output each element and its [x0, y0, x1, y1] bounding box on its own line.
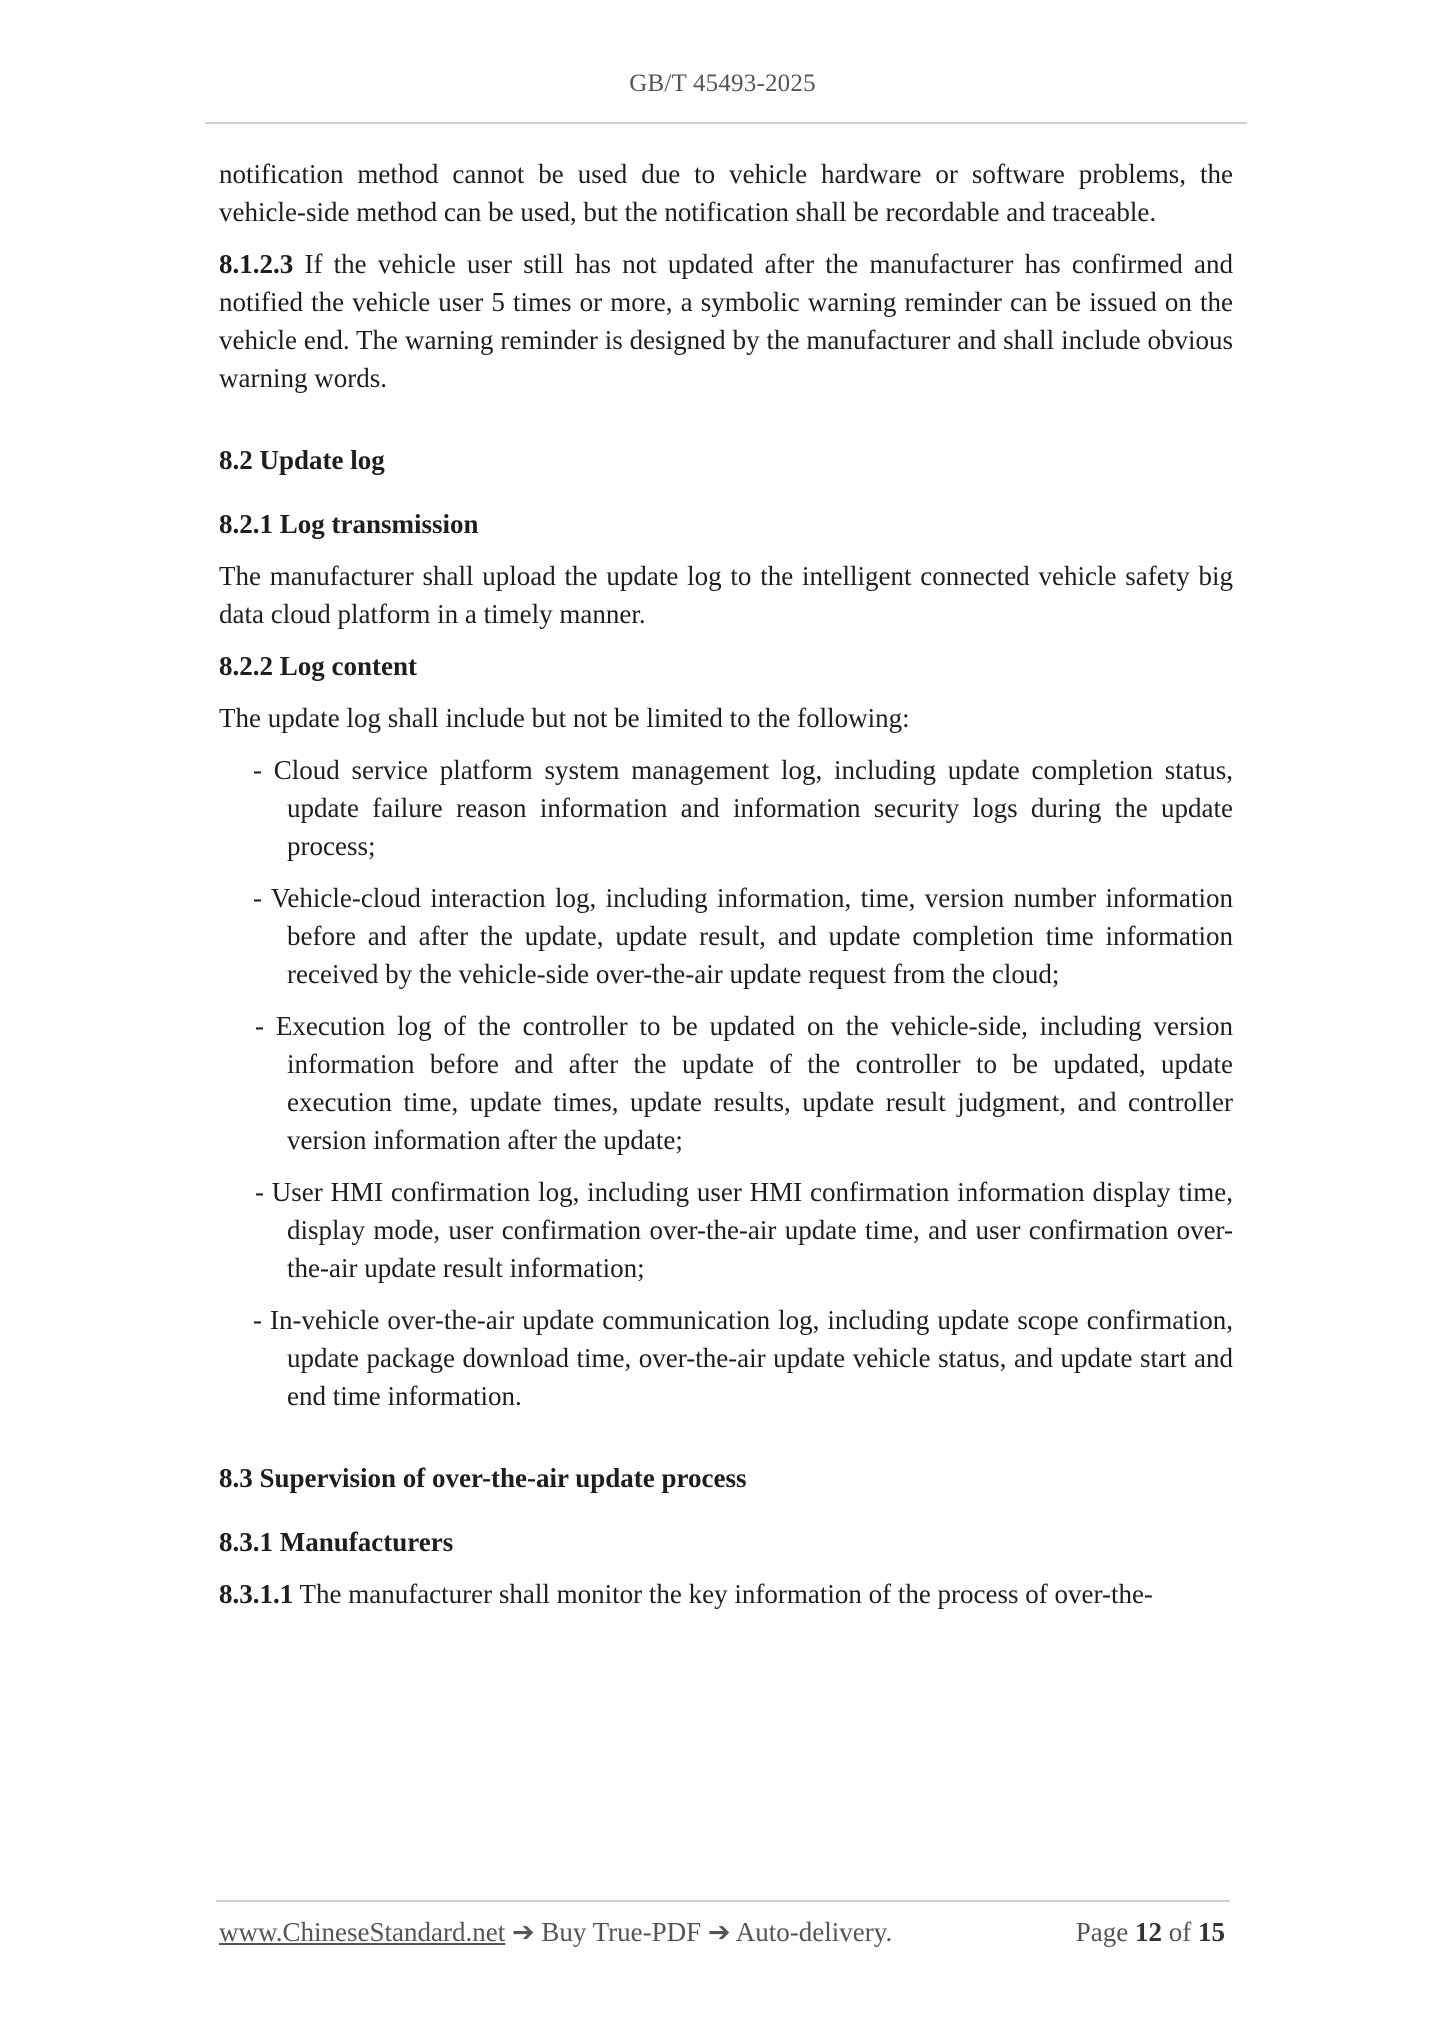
header-divider	[205, 122, 1247, 124]
section-heading-8-2-2: 8.2.2 Log content	[219, 651, 417, 681]
buy-pdf-text: Buy True-PDF	[541, 1917, 702, 1947]
paragraph-8-2-1: The manufacturer shall upload the update log to the intelligent connected vehicle safety big data cloud platform in a timely manner.	[219, 561, 1233, 629]
page-footer	[219, 1917, 1233, 1957]
total-pages: 15	[1198, 1917, 1225, 1947]
paragraph-8-2-2: The update log shall include but not be limited to the following:	[219, 703, 910, 733]
section-heading-8-2-1: 8.2.1 Log transmission	[219, 509, 479, 539]
document-header: GB/T 45493-2025	[629, 70, 816, 97]
list-item: - Cloud service platform system management log, including update completion status, update failure reason information and information security logs during the update process;	[253, 755, 1233, 861]
clause-text: The manufacturer shall monitor the key information of the process of over-the-	[293, 1579, 1153, 1609]
clause-number: 8.1.2.3	[219, 249, 294, 279]
clause-8-1-2-3	[219, 245, 1233, 397]
list-item: - Execution log of the controller to be updated on the vehicle-side, including version information before and after the update of the controller to be updated, update execution time, update times, update results, update result judgment, and controller version information after the update;	[255, 1011, 1233, 1155]
section-heading-8-2: 8.2 Update log	[219, 445, 385, 475]
page-label: Page	[1075, 1917, 1129, 1947]
clause-text: If the vehicle user still has not updated after the manufacturer has confirmed and notified the vehicle user 5 times or more, a symbolic warning reminder can be issued on the vehicle end. The warning reminder is designed by the manufacturer and shall include obvious warning words.	[219, 249, 1233, 393]
footer-divider	[216, 1900, 1230, 1902]
website-link[interactable]: www.ChineseStandard.net	[219, 1917, 506, 1947]
footer-promo	[219, 1917, 892, 1948]
section-heading-8-3-1: 8.3.1 Manufacturers	[219, 1527, 454, 1557]
page-content	[219, 155, 1233, 1613]
list-item: - User HMI confirmation log, including user HMI confirmation information display time, display mode, user confirmation over-the-air update time, and user confirmation over-the-air update result information;	[255, 1177, 1233, 1283]
of-label: of	[1168, 1917, 1192, 1947]
arrow-right-icon: ➔	[511, 1917, 535, 1947]
current-page: 12	[1135, 1917, 1162, 1947]
clause-number: 8.3.1.1	[219, 1579, 294, 1609]
arrow-right-icon: ➔	[707, 1917, 731, 1947]
section-heading-8-3: 8.3 Supervision of over-the-air update process	[219, 1463, 747, 1493]
auto-delivery-text: Auto-delivery.	[735, 1917, 893, 1947]
list-item: - In-vehicle over-the-air update communication log, including update scope confirmation, update package download time, over-the-air update vehicle status, and update start and end time information.	[253, 1305, 1233, 1411]
list-item: - Vehicle-cloud interaction log, including information, time, version number information before and after the update, update result, and update completion time information received by the vehicle-side over-the-air update request from the cloud;	[253, 883, 1233, 989]
paragraph-continued: notification method cannot be used due to vehicle hardware or software problems, the vehicle-side method can be used, but the notification shall be recordable and traceable.	[219, 159, 1233, 227]
page-number	[1076, 1917, 1225, 1948]
clause-8-3-1-1	[219, 1575, 1233, 1613]
